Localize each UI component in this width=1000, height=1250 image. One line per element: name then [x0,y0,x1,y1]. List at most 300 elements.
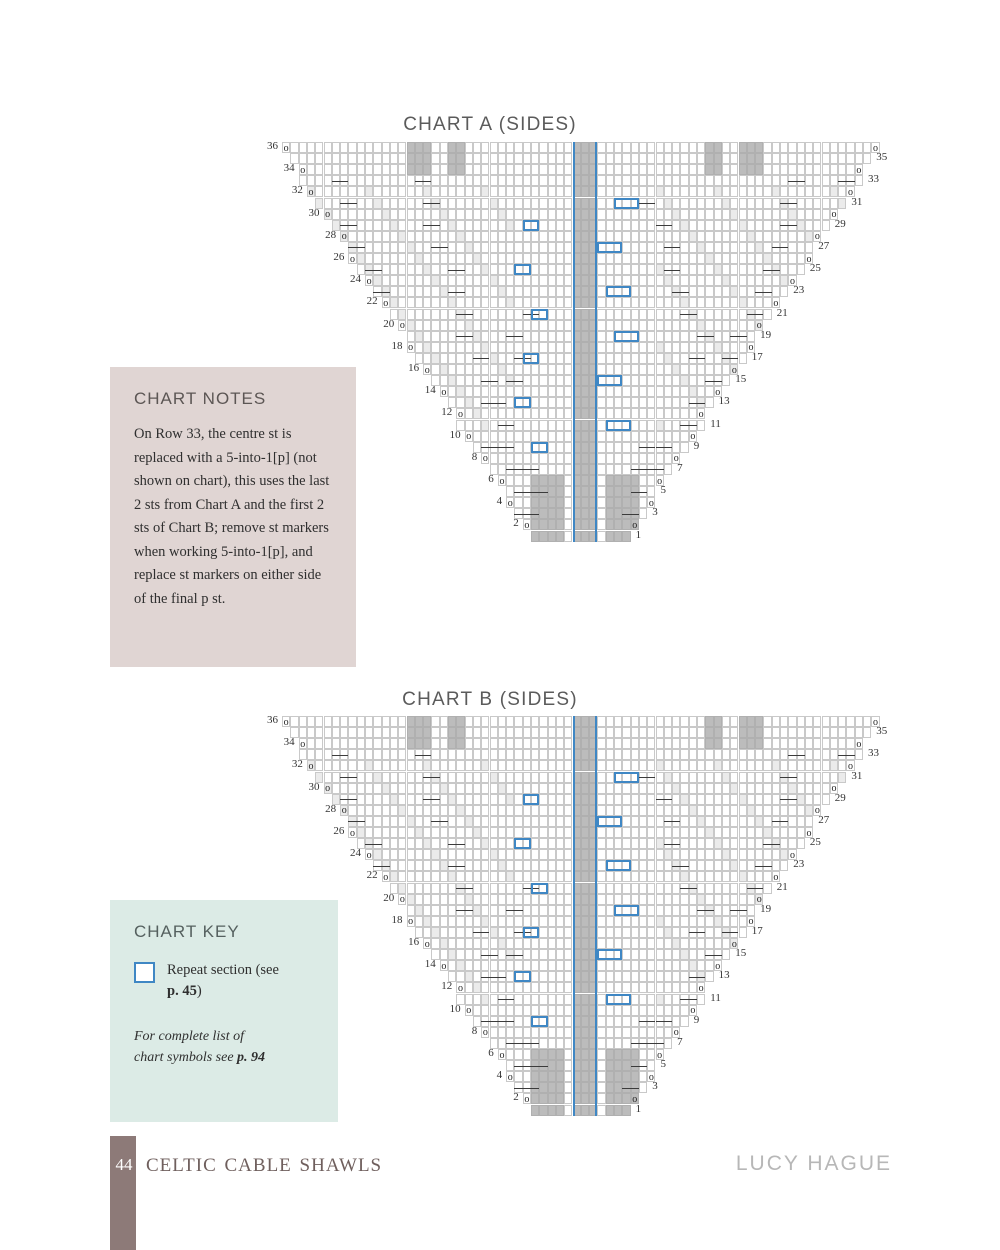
chart-cell [465,905,473,916]
chart-cell [498,738,506,749]
chart-cell [747,805,755,816]
chart-cell [656,949,664,960]
chart-cell [730,231,738,242]
row-label-right: 17 [751,350,763,363]
chart-cell [722,716,730,727]
chart-cell [780,275,788,286]
chart-cell [622,253,630,264]
chart-cell [614,1016,622,1027]
chart-cell [597,209,605,220]
chart-cell [772,242,780,253]
chart-cell [531,1082,539,1093]
chart-cell [357,209,365,220]
chart-cell [490,805,498,816]
chart-cell [573,1093,581,1104]
chart-cell [531,938,539,949]
chart-cell [597,397,605,408]
chart-cell [573,253,581,264]
chart-cell [506,783,514,794]
chart-cell [382,253,390,264]
yarn-over-symbol: o [648,497,654,509]
chart-cell [714,231,722,242]
chart-cell [431,883,439,894]
chart-cell [382,142,390,153]
chart-cell [614,198,622,209]
chart-cell [365,242,373,253]
chart-cell [597,331,605,342]
yarn-over-symbol: o [789,275,795,287]
chart-cell [739,927,747,938]
chart-cell [390,783,398,794]
chart-cell [523,386,531,397]
chart-cell [481,838,489,849]
chart-cell [614,749,622,760]
chart-cell [647,838,655,849]
chart-cell [772,827,780,838]
chart-cell [456,727,464,738]
chart-cell [813,716,821,727]
chart-cell [631,153,639,164]
chart-cell [730,175,738,186]
chart-cell [714,949,722,960]
chart-cell [498,264,506,275]
chart-cell [531,442,539,453]
chart-cell [448,871,456,882]
chart-cell [631,871,639,882]
chart-cell [564,794,572,805]
chart-cell [440,727,448,738]
chart-cell [631,994,639,1005]
chart-cell [772,186,780,197]
chart-cell [531,949,539,960]
chart-cell [539,397,547,408]
chart-cell [772,749,780,760]
chart-cell [332,186,340,197]
row-label-left: 30 [308,206,320,219]
chart-cell [622,982,630,993]
chart-cell [672,927,680,938]
chart-cell [639,220,647,231]
chart-cell [490,960,498,971]
chart-cell [672,871,680,882]
chart-cell [340,231,348,242]
chart-cell [539,772,547,783]
chart-cell [631,220,639,231]
row-label-right: 9 [693,1013,700,1026]
chart-cell [822,716,830,727]
chart-cell [407,231,415,242]
chart-cell [506,497,514,508]
row-label-right: 5 [660,484,666,497]
chart-cell [556,286,564,297]
chart-cell [539,320,547,331]
chart-cell [730,242,738,253]
chart-cell [423,760,431,771]
chart-cell [490,297,498,308]
chart-cell [730,331,738,342]
chart-cell [581,738,589,749]
chart-cell [481,442,489,453]
chart-cell [697,738,705,749]
chart-cell [456,375,464,386]
chart-cell [597,508,605,519]
row-label-right: 11 [710,991,721,1004]
chart-cell [398,838,406,849]
chart-cell [581,1093,589,1104]
chart-cell [697,760,705,771]
chart-cell [564,1082,572,1093]
chart-cell [622,464,630,475]
chart-cell [680,353,688,364]
chart-cell [822,153,830,164]
chart-cell [481,772,489,783]
chart-cell [456,772,464,783]
chart-cell [689,783,697,794]
chart-cell [456,738,464,749]
chart-cell [523,198,531,209]
chart-cell [348,805,356,816]
yarn-over-symbol: o [457,982,463,994]
chart-cell [614,838,622,849]
chart-cell [498,1038,506,1049]
chart-cell [556,186,564,197]
chart-cell [622,397,630,408]
chart-cell [373,186,381,197]
chart-cell [556,142,564,153]
chart-cell [763,198,771,209]
chart-cell [307,186,315,197]
chart-cell [631,186,639,197]
chart-cell [481,320,489,331]
chart-cell [639,464,647,475]
chart-cell [597,264,605,275]
yarn-over-symbol: o [341,805,347,817]
chart-cell [647,772,655,783]
chart-cell [680,253,688,264]
chart-cell [506,1027,514,1038]
chart-cell [672,297,680,308]
chart-cell [622,816,630,827]
chart-cell [514,994,522,1005]
chart-cell [763,142,771,153]
chart-cell [689,397,697,408]
chart-cell [539,860,547,871]
chart-cell [398,253,406,264]
chart-cell [597,760,605,771]
chart-cell [697,816,705,827]
chart-cell [523,397,531,408]
chart-cell [639,475,647,486]
chart-cell [564,320,572,331]
chart-cell [581,286,589,297]
chart-cell [556,727,564,738]
chart-cell [573,231,581,242]
chart-cell [514,231,522,242]
chart-cell [348,242,356,253]
yarn-over-symbol: o [773,297,779,309]
chart-cell [556,431,564,442]
chart-cell [631,486,639,497]
chart-cell [622,938,630,949]
chart-cell [689,420,697,431]
chart-cell [705,375,713,386]
chart-cell [365,727,373,738]
chart-cell [564,286,572,297]
chart-cell [805,142,813,153]
chart-cell [589,253,597,264]
chart-cell [440,320,448,331]
chart-cell [697,353,705,364]
chart-cell [531,386,539,397]
chart-cell [498,397,506,408]
chart-cell [531,971,539,982]
chart-cell [763,738,771,749]
yarn-over-symbol: o [524,519,530,531]
row-label-left: 14 [424,384,436,397]
chart-cell [390,760,398,771]
chart-cell [788,838,796,849]
chart-cell [705,938,713,949]
chart-cell [382,827,390,838]
chart-cell [431,353,439,364]
chart-cell [573,320,581,331]
chart-cell [714,871,722,882]
chart-cell [656,286,664,297]
chart-cell [531,364,539,375]
chart-cell [614,431,622,442]
chart-cell [822,142,830,153]
chart-cell [656,938,664,949]
chart-cell [763,772,771,783]
chart-cell [714,264,722,275]
chart-cell [656,838,664,849]
row-label-right: 13 [718,395,730,408]
chart-cell [763,816,771,827]
chart-cell [822,175,830,186]
chart-cell [523,519,531,530]
chart-cell [780,716,788,727]
chart-cell [539,342,547,353]
chart-cell [548,497,556,508]
chart-cell [348,716,356,727]
chart-cell [440,760,448,771]
chart-cell [506,716,514,727]
yarn-over-symbol: o [283,142,289,154]
chart-cell [539,309,547,320]
chart-cell [614,497,622,508]
chart-cell [573,982,581,993]
chart-cell [448,375,456,386]
chart-cell [631,738,639,749]
chart-cell [531,716,539,727]
chart-cell [647,849,655,860]
chart-cell [813,749,821,760]
chart-cell [813,783,821,794]
chart-cell [573,364,581,375]
chart-cell [672,838,680,849]
chart-cell [581,386,589,397]
chart-cell [423,364,431,375]
chart-cell [672,883,680,894]
chart-cell [672,264,680,275]
chart-cell [639,1005,647,1016]
chart-cell [548,486,556,497]
chart-cell [415,198,423,209]
chart-cell [689,353,697,364]
chart-cell [631,927,639,938]
chart-cell [689,408,697,419]
chart-cell [664,331,672,342]
chart-cell [473,242,481,253]
chart-cell [730,716,738,727]
chart-cell [780,849,788,860]
chart-cell [548,894,556,905]
chart-cell [498,849,506,860]
chart-cell [697,375,705,386]
chart-cell [589,497,597,508]
chart-cell [631,297,639,308]
chart-cell [548,397,556,408]
chart-cell [797,783,805,794]
chart-cell [597,894,605,905]
chart-cell [805,749,813,760]
row-label-right: 21 [776,880,788,893]
chart-cell [564,860,572,871]
chart-cell [390,805,398,816]
chart-cell [656,883,664,894]
chart-cell [548,927,556,938]
chart-cell [473,772,481,783]
chart-cell [315,727,323,738]
chart-cell [722,264,730,275]
chart-cell [672,949,680,960]
chart-cell [722,331,730,342]
chart-cell [514,971,522,982]
chart-cell [631,286,639,297]
chart-cell [722,849,730,860]
chart-cell [614,772,622,783]
chart-cell [407,286,415,297]
chart-cell [531,794,539,805]
chart-cell [382,727,390,738]
chart-cell [581,871,589,882]
chart-cell [772,209,780,220]
chart-cell [465,242,473,253]
chart-cell [481,153,489,164]
chart-cell [680,772,688,783]
chart-cell [431,894,439,905]
chart-cell [788,209,796,220]
chart-cell [581,805,589,816]
chart-cell [589,375,597,386]
chart-cell [772,198,780,209]
chart-cell [473,749,481,760]
chart-cell [531,253,539,264]
yarn-over-symbol: o [756,320,762,332]
chart-cell [514,1060,522,1071]
chart-cell [498,164,506,175]
chart-cell [614,464,622,475]
chart-cell [755,286,763,297]
chart-cell [622,508,630,519]
chart-cell [548,375,556,386]
chart-cell [456,916,464,927]
chart-cell [656,827,664,838]
chart-cell [523,486,531,497]
chart-cell [763,286,771,297]
chart-cell [431,153,439,164]
chart-cell [581,772,589,783]
chart-cell [481,253,489,264]
yarn-over-symbol: o [383,297,389,309]
chart-cell [440,716,448,727]
chart-cell [705,738,713,749]
chart-cell [564,142,572,153]
chart-cell [730,749,738,760]
chart-cell [456,860,464,871]
row-label-left: 30 [308,780,320,793]
chart-cell [730,309,738,320]
chart-cell [573,772,581,783]
chart-cell [390,164,398,175]
chart-cell [606,186,614,197]
chart-cell [340,783,348,794]
chart-cell [456,716,464,727]
chart-cell [705,971,713,982]
chart-cell [564,894,572,905]
chart-cell [689,860,697,871]
chart-cell [539,497,547,508]
chart-cell [589,275,597,286]
row-label-left: 34 [283,736,295,749]
chart-cell [780,142,788,153]
chart-cell [705,309,713,320]
chart-cell [589,1082,597,1093]
chart-cell [656,805,664,816]
chart-cell [423,905,431,916]
chart-cell [581,749,589,760]
chart-cell [647,871,655,882]
chart-cell [448,175,456,186]
chart-cell [315,186,323,197]
yarn-over-symbol: o [308,186,314,198]
chart-cell [282,142,290,153]
chart-cell [656,198,664,209]
chart-cell [415,331,423,342]
chart-cell [614,960,622,971]
chart-cell [382,275,390,286]
chart-cell [407,153,415,164]
chart-cell [622,175,630,186]
chart-cell [647,794,655,805]
chart-cell [423,186,431,197]
chart-cell [855,164,863,175]
chart-cell [780,242,788,253]
chart-cell [797,805,805,816]
chart-cell [539,938,547,949]
chart-cell [589,142,597,153]
chart-cell [382,849,390,860]
chart-cell [797,264,805,275]
chart-cell [639,827,647,838]
row-label-right: 7 [677,1035,683,1048]
chart-cell [481,297,489,308]
chart-cell [531,905,539,916]
chart-cell [440,220,448,231]
chart-cell [531,860,539,871]
chart-cell [589,927,597,938]
chart-cell [473,883,481,894]
